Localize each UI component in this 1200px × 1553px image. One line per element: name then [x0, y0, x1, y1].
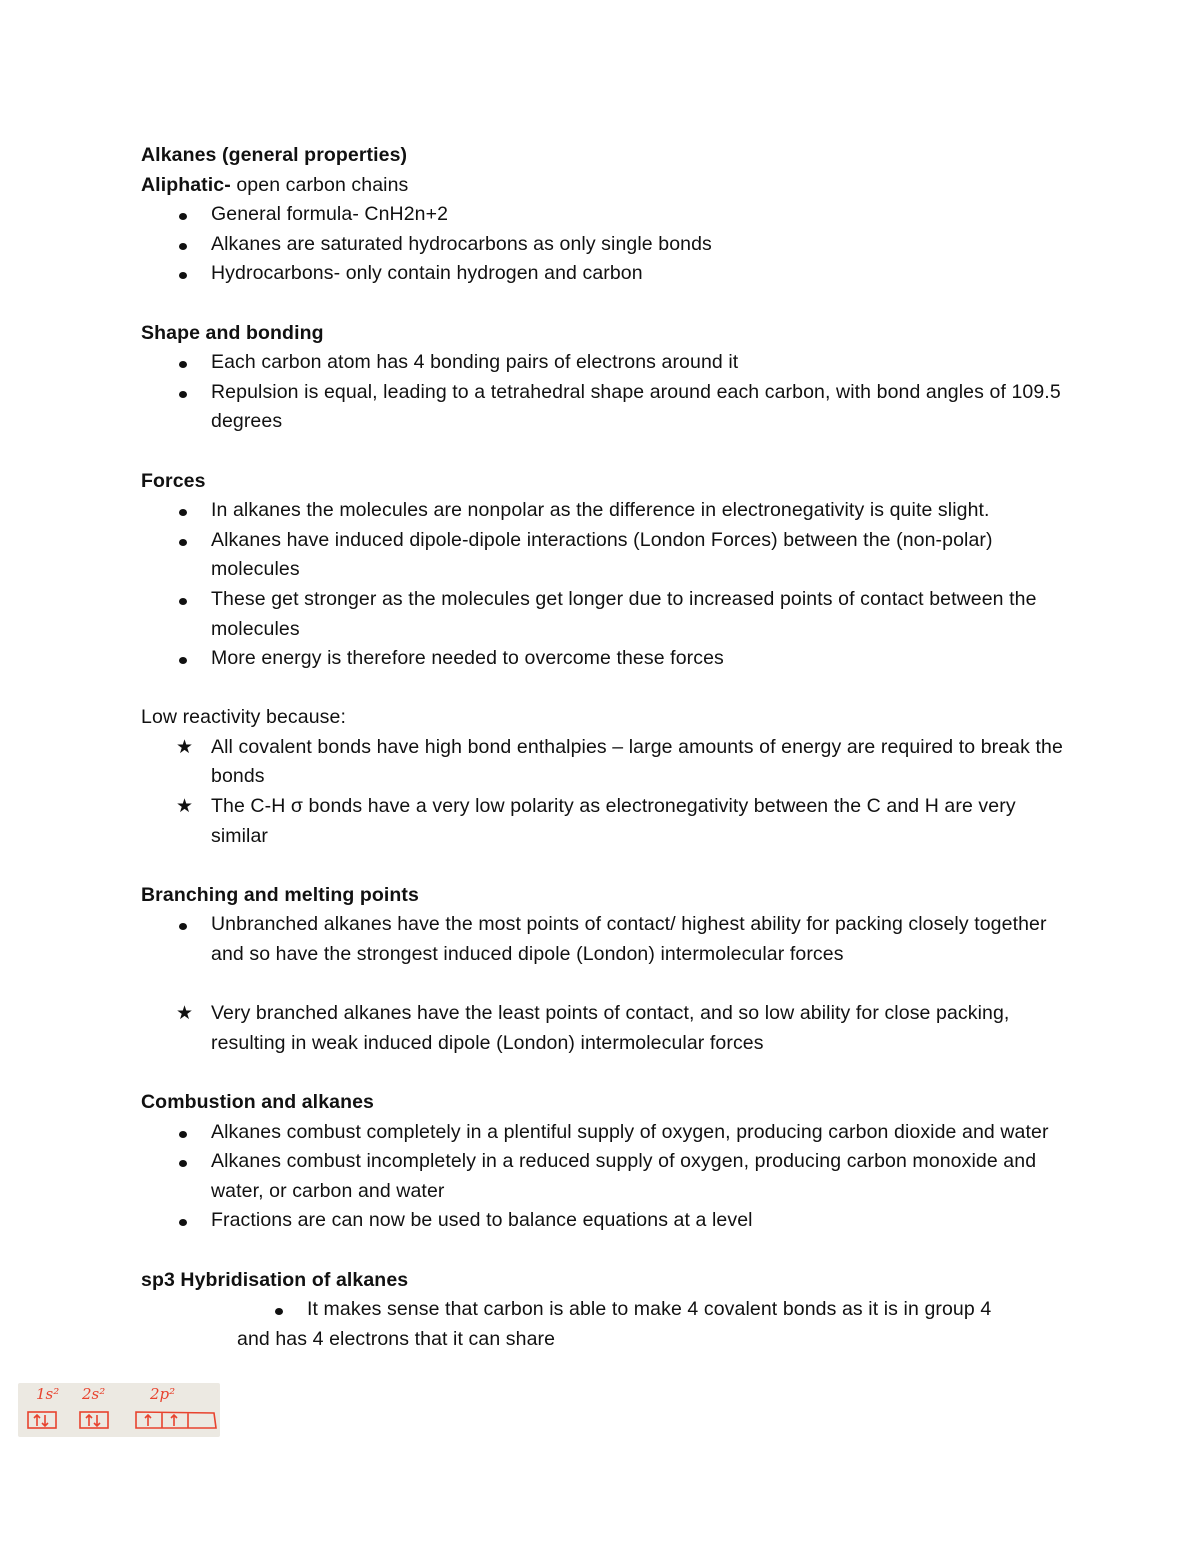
list-item	[141, 1206, 1071, 1236]
bullet-dot-icon	[179, 539, 187, 546]
list-item-text: These get stronger as the molecules get longer due to increased points of contact between the molecules	[211, 587, 1037, 640]
list-item-text: All covalent bonds have high bond enthalpies – large amounts of energy are required to break the bonds	[211, 735, 1063, 788]
bullet-list	[141, 496, 1071, 674]
list-item-text: More energy is therefore needed to overcome these forces	[211, 647, 724, 670]
bullet-dot-icon	[179, 598, 187, 605]
orbital-label-2s: 2s²	[82, 1385, 106, 1403]
list-item-text: General formula- CnH2n+2	[211, 203, 449, 226]
section-combustion	[141, 1088, 1071, 1236]
star-list	[141, 733, 1071, 851]
list-item	[141, 200, 1071, 230]
star-bullet-icon: ★	[176, 1003, 194, 1025]
section-general-properties	[141, 141, 1071, 289]
list-item	[141, 1147, 1071, 1206]
list-item	[141, 1295, 1071, 1325]
list-item	[141, 378, 1071, 437]
list-item-text: Fractions are can now be used to balance equations at a level	[211, 1209, 753, 1232]
bullet-list	[141, 348, 1071, 437]
list-item-text: Unbranched alkanes have the most points of contact/ highest ability for packing closely together and so have the strongest induced dipole (London) intermolecular forces	[211, 913, 1047, 966]
section-heading: Forces	[141, 469, 206, 492]
bullet-list	[141, 1295, 1071, 1325]
orbital-label-2p: 2p²	[150, 1385, 176, 1403]
section-low-reactivity	[141, 703, 1071, 851]
document-body	[141, 141, 1071, 1354]
orbital-box-2s	[80, 1412, 108, 1428]
list-item	[141, 259, 1071, 289]
list-item	[141, 644, 1071, 674]
list-item-text: Alkanes have induced dipole-dipole interactions (London Forces) between the (non-polar) molecules	[211, 528, 993, 581]
list-item-text: Alkanes combust completely in a plentiful supply of oxygen, producing carbon dioxide and water	[211, 1120, 1049, 1143]
section-heading: Shape and bonding	[141, 321, 324, 344]
aliphatic-line	[141, 171, 1071, 201]
orbital-notes-image	[18, 1383, 220, 1437]
star-bullet-icon: ★	[176, 796, 194, 818]
list-item	[141, 999, 1071, 1058]
list-item-text: Repulsion is equal, leading to a tetrahedral shape around each carbon, with bond angles of 109.5 degrees	[211, 380, 1061, 433]
bullet-list	[141, 200, 1071, 289]
list-item	[141, 348, 1071, 378]
bullet-dot-icon	[179, 509, 187, 516]
electron-pair-arrows-icon	[34, 1415, 48, 1426]
electron-pair-arrows-icon	[86, 1415, 100, 1426]
orbital-box-diagram	[18, 1383, 220, 1437]
list-item-text: In alkanes the molecules are nonpolar as the difference in electronegativity is quite slight.	[211, 499, 990, 522]
section-shape-bonding	[141, 319, 1071, 437]
bullet-list	[141, 1118, 1071, 1236]
list-item	[141, 585, 1071, 644]
bullet-dot-icon	[179, 243, 187, 250]
spacer	[141, 970, 1071, 1000]
list-item-text: Hydrocarbons- only contain hydrogen and carbon	[211, 262, 643, 285]
section-heading: Alkanes (general properties)	[141, 144, 408, 166]
bullet-dot-icon	[179, 1219, 187, 1226]
bullet-dot-icon	[179, 923, 187, 930]
section-heading: Combustion and alkanes	[141, 1091, 374, 1113]
bullet-dot-icon	[179, 361, 187, 368]
bullet-dot-icon	[179, 1160, 187, 1167]
bullet-dot-icon	[275, 1308, 283, 1315]
orbital-box-1s	[28, 1412, 56, 1428]
bullet-dot-icon	[179, 1131, 187, 1138]
bullet-dot-icon	[179, 657, 187, 664]
section-heading: sp3 Hybridisation of alkanes	[141, 1268, 409, 1291]
bullet-list	[141, 910, 1071, 969]
wrapped-text-line: and has 4 electrons that it can share	[237, 1327, 556, 1350]
list-item	[141, 910, 1071, 969]
list-item	[141, 792, 1071, 851]
bullet-dot-icon	[179, 391, 187, 398]
list-item	[141, 526, 1071, 585]
list-item-text: The C-H σ bonds have a very low polarity as electronegativity between the C and H are very similar	[211, 795, 1016, 847]
section-forces	[141, 467, 1071, 674]
section-heading: Low reactivity because:	[141, 706, 346, 729]
aliphatic-text: open carbon chains	[230, 173, 409, 196]
section-branching	[141, 881, 1071, 1059]
list-item-text: Alkanes are saturated hydrocarbons as only single bonds	[211, 232, 712, 255]
star-bullet-icon: ★	[176, 736, 194, 758]
star-list	[141, 999, 1071, 1058]
list-item	[141, 1118, 1071, 1148]
list-item	[141, 733, 1071, 792]
bullet-dot-icon	[179, 213, 187, 220]
section-heading: Branching and melting points	[141, 883, 419, 906]
electron-up-arrows-icon	[145, 1415, 177, 1426]
list-item	[141, 496, 1071, 526]
orbital-label-1s: 1s²	[36, 1385, 60, 1403]
bullet-dot-icon	[179, 272, 187, 279]
list-item-text: It makes sense that carbon is able to make 4 covalent bonds as it is in group 4	[307, 1298, 992, 1321]
list-item-text: Each carbon atom has 4 bonding pairs of electrons around it	[211, 351, 739, 374]
section-sp3-hybridisation	[141, 1266, 1071, 1355]
aliphatic-label: Aliphatic-	[141, 173, 231, 196]
list-item	[141, 230, 1071, 260]
list-item-text: Very branched alkanes have the least points of contact, and so low ability for close packing, resulting in weak induced dipole (London) intermolecular forces	[211, 1002, 1010, 1054]
list-item-text: Alkanes combust incompletely in a reduced supply of oxygen, producing carbon monoxide and water, or carbon and water	[211, 1150, 1037, 1202]
